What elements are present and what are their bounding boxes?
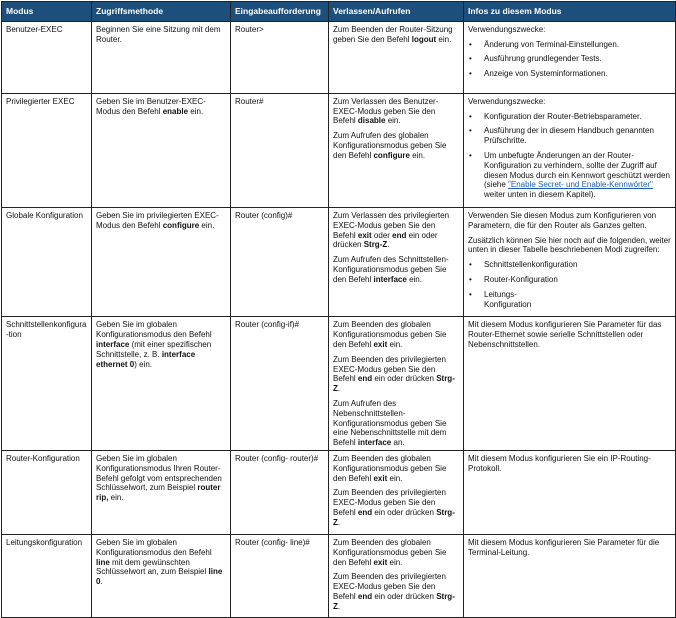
header-infos: Infos zu diesem Modus (464, 2, 676, 22)
exit-text: Zum Verlassen des privilegierten EXEC-Modus geben Sie den Befehl exit oder end ein oder drücken Strg-Z. (333, 210, 450, 250)
access-text: Beginnen Sie eine Sitzung mit dem Router. (96, 24, 221, 44)
prompt-cell: Router (config- router)# (231, 450, 329, 534)
list-item: • Ausführung der in diesem Handbuch genannten Prüfschritte. (484, 126, 671, 146)
access-text: Geben Sie im globalen Konfigurationsmodus den Befehl interface (mit einer spezifischen Schnittstelle, z. B. interface ethernet 0) ein. (96, 320, 212, 369)
info-text: Mit diesem Modus konfigurieren Sie ein IP-Routing-Protokoll. (468, 453, 651, 473)
prompt-cell: Router (config)# (231, 207, 329, 316)
list-item: • Leitungs-Konfiguration (484, 290, 544, 310)
access-text: Geben Sie im Benutzer-EXEC-Modus den Befehl enable ein. (96, 96, 206, 116)
header-eingabeaufforderung: Eingabeaufforderung (231, 2, 329, 22)
exit-cell (329, 317, 464, 451)
access-cell (92, 450, 231, 534)
exit-cell (329, 207, 464, 316)
info-cell (464, 534, 676, 617)
exit-text: Zum Beenden des globalen Konfigurationsmodus geben Sie den Befehl exit ein. (333, 320, 447, 349)
access-text: Geben Sie im globalen Konfigurationsmodus den Befehl line mit dem gewünschten Schlüsselwort an, zum Beispiel line 0. (96, 537, 223, 587)
exit-text: Zum Beenden des privilegierten EXEC-Modus geben Sie den Befehl end ein oder drücken Strg-Z. (333, 572, 455, 611)
exit-text: Zum Beenden der Router-Sitzung geben Sie den Befehl logout ein. (333, 24, 453, 44)
table-row (2, 450, 676, 534)
router-modes-table (1, 1, 676, 618)
info-intro: Verwendungszwecke: (468, 24, 546, 34)
access-cell (92, 207, 231, 316)
mode-cell: Globale Konfiguration (2, 207, 92, 316)
exit-text: Zum Aufrufen des globalen Konfigurationsmodus geben Sie den Befehl configure ein. (333, 131, 447, 160)
access-cell (92, 317, 231, 451)
exit-text: Zum Beenden des globalen Konfigurationsmodus geben Sie den Befehl exit ein. (333, 453, 447, 483)
exit-cell (329, 534, 464, 617)
exit-text: Zum Aufrufen des Nebenschnittstellen-Konfigurationsmodus geben Sie eine Nebenschnittstelle mit dem Befehl interface an. (333, 398, 447, 448)
prompt-cell: Router> (231, 21, 329, 93)
header-zugriffsmethode: Zugriffsmethode (92, 2, 231, 22)
info-intro: Verwendungszwecke: (468, 96, 546, 106)
info-list (468, 112, 671, 200)
info-text: Verwenden Sie diesen Modus zum Konfigurieren von Parametern, die für den Router als Ganzes gelten. (468, 210, 657, 230)
info-text: Zusätzlich können Sie hier noch auf die folgenden, weiter unten in dieser Tabelle beschriebenen Modi zugreifen: (468, 235, 671, 255)
list-item: • Router-Konfiguration (484, 275, 671, 285)
mode-cell: Leitungskonfiguration (2, 534, 92, 617)
info-cell (464, 93, 676, 207)
info-list (468, 40, 671, 79)
prompt-cell: Router (config- line)# (231, 534, 329, 617)
access-cell (92, 93, 231, 207)
exit-text: Zum Beenden des globalen Konfigurationsmodus geben Sie den Befehl exit ein. (333, 537, 447, 567)
mode-cell: Schnittstellenkonfigura-tion (2, 317, 92, 451)
prompt-cell: Router (config-if)# (231, 317, 329, 451)
access-text: Geben Sie im privilegierten EXEC-Modus den Befehl configure ein. (96, 210, 219, 230)
exit-text: Zum Verlassen des Benutzer-EXEC-Modus geben Sie den Befehl disable ein. (333, 96, 439, 126)
info-cell (464, 207, 676, 316)
list-item: • Ausführung grundlegender Tests. (484, 54, 671, 64)
list-item: • Schnittstellenkonfiguration (484, 260, 671, 270)
access-cell (92, 21, 231, 93)
exit-cell (329, 93, 464, 207)
header-verlassen-aufrufen: Verlassen/Aufrufen (329, 2, 464, 22)
access-cell (92, 534, 231, 617)
exit-text: Zum Beenden des privilegierten EXEC-Modus geben Sie den Befehl end ein oder drücken Strg-Z. (333, 488, 455, 527)
access-text: Geben Sie im globalen Konfigurationsmodus Ihren Router-Befehl gefolgt vom entsprechenden Schlüsselwort, zum Beispiel router rip, ein. (96, 453, 222, 503)
exit-cell (329, 450, 464, 534)
info-cell (464, 450, 676, 534)
mode-cell: Router-Konfiguration (2, 450, 92, 534)
info-text: Mit diesem Modus konfigurieren Sie Parameter für die Terminal-Leitung. (468, 537, 660, 557)
table-row (2, 207, 676, 316)
header-modus: Modus (2, 2, 92, 22)
mode-cell: Benutzer-EXEC (2, 21, 92, 93)
table-row (2, 317, 676, 451)
list-item: • Änderung von Terminal-Einstellungen. (484, 40, 671, 50)
table-header-row (2, 2, 676, 22)
exit-text: Zum Aufrufen des Schnittstellen-Konfigurationsmodus geben Sie den Befehl interface ein. (333, 255, 449, 284)
info-cell (464, 317, 676, 451)
enable-secret-link[interactable]: "Enable Secret- und Enable-Kennwörter" (508, 180, 653, 190)
exit-text: Zum Beenden des privilegierten EXEC-Modus geben Sie den Befehl end ein oder drücken Strg-Z. (333, 354, 455, 394)
table-row (2, 93, 676, 207)
list-item: • Konfiguration der Router-Betriebsparameter. (484, 112, 671, 122)
info-cell (464, 21, 676, 93)
mode-cell: Privilegierter EXEC (2, 93, 92, 207)
prompt-cell: Router# (231, 93, 329, 207)
table-row (2, 534, 676, 617)
exit-cell (329, 21, 464, 93)
list-item: • Anzeige von Systeminformationen. (484, 69, 671, 79)
info-list (468, 260, 671, 309)
table-row (2, 21, 676, 93)
info-text: Mit diesem Modus konfigurieren Sie Parameter für das Router-Ethernet sowie serielle Schnittstellen oder Nebenschnittstellen. (468, 320, 662, 349)
list-item: • Um unbefugte Änderungen an der Router-Konfiguration zu verhindern, sollte der Zugriff auf diesen Modus durch ein Kennwort geschützt werden (siehe "Enable Secret- und Enable-Kennwörter" weiter unten in diesem Kapitel). (484, 151, 671, 200)
